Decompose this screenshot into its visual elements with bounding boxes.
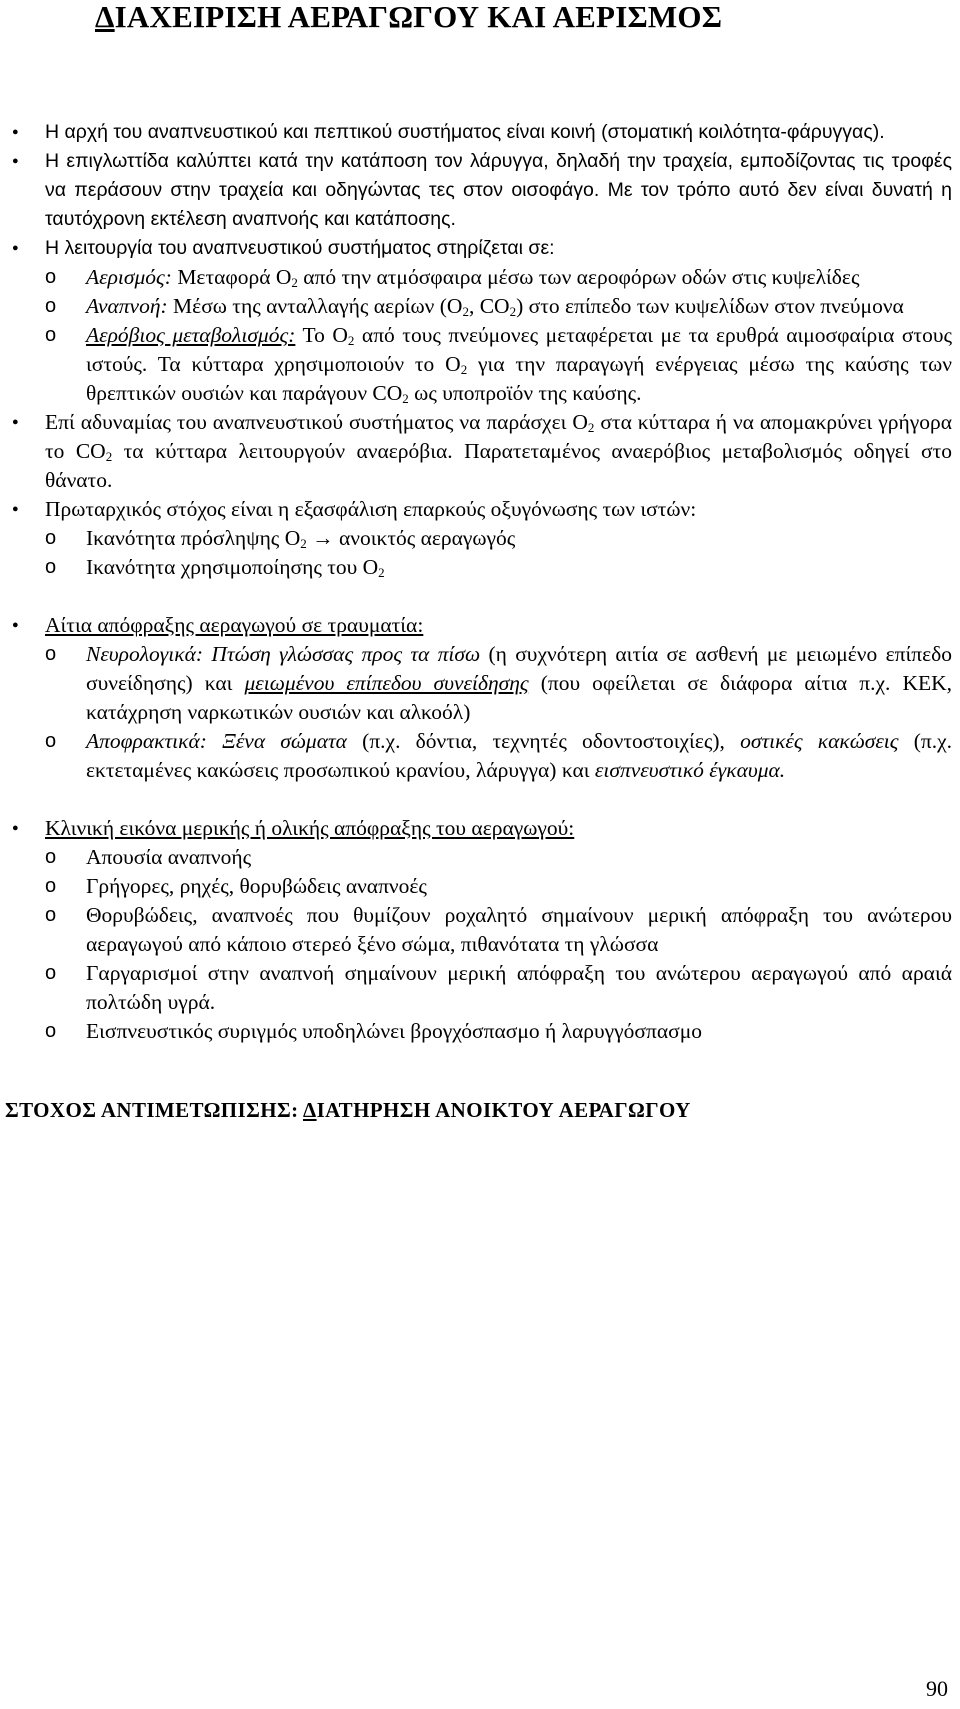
subitem-aerobic-metabolism: o Αερόβιος μεταβολισμός: Το $O_2$ από τους πνεύμονες μεταφέρεται με τα ερυθρά αιμοσφαίρια στους ιστούς. Τα κύτταρα χρησιμοποιούν το $O_2$ για την παραγωγή ενέργειας μέσω της καύσης των θρεπτικών ουσιών και παράγουν $CO_2$ ως υποπροϊόν της καύσης. (12, 321, 952, 408)
subitem-gurgling: o Γαργαρισμοί στην αναπνοή σημαίνουν μερική απόφραξη του ανώτερου αεραγωγού από αραιά πολτώδη υγρά. (12, 959, 952, 1017)
bullet-epiglottis: ● Η επιγλωττίδα καλύπτει κατά την κατάποση τον λάρυγγα, δηλαδή την τραχεία, εμποδίζοντας τις τροφές να περάσουν στην τραχεία και οδηγώντας τες στον οισοφάγο. Με τον τρόπο αυτό δεν είναι δυνατή η ταυτόχρονη εκτέλεση αναπνοής και κατάποσης. (12, 147, 952, 234)
bullet-respiratory-failure: ● Επί αδυναμίας του αναπνευστικού συστήματος να παράσχει $O_2$ στα κύτταρα ή να απομακρύνει γρήγορα το $CO_2$ τα κύτταρα λειτουργούν αναερόβια. Παρατεταμένος αναερόβιος μεταβολισμός οδηγεί στο θάνατο. (12, 408, 952, 495)
title-rest: ΙΑΧΕΙΡΙΣΗ ΑΕΡΑΓΩΓΟΥ ΚΑΙ ΑΕΡΙΣΜΟΣ (114, 0, 723, 34)
subitem-apnea: o Απουσία αναπνοής (12, 843, 952, 872)
subitem-neurological: o Νευρολογικά: Πτώση γλώσσας προς τα πίσω (η συχνότερη αιτία σε ασθενή με μειωμένο επίπεδο συνείδησης) και μειωμένου επίπεδου συνείδησης (που οφείλεται σε διάφορα αίτια π.χ. ΚΕΚ, κατάχρηση ναρκωτικών ουσιών και αλκοόλ) (12, 640, 952, 727)
title-prefix: Δ (95, 0, 115, 34)
document-body (5, 118, 953, 1125)
subitem-stridor: o Εισπνευστικός συριγμός υποδηλώνει βρογχόσπασμο ή λαρυγγόσπασμο (12, 1017, 952, 1046)
page-title (95, 0, 722, 34)
subitem-oxygen-use: o Ικανότητα χρησιμοποίησης του $O_2$ (12, 553, 952, 582)
treatment-goal: ΣΤΟΧΟΣ ΑΝΤΙΜΕΤΩΠΙΣΗΣ: ΔΙΑΤΗΡΗΣΗ ΑΝΟΙΚΤΟΥ ΑΕΡΑΓΩΓΟΥ (5, 1098, 691, 1122)
subitem-respiration: o Αναπνοή: Μέσω της ανταλλαγής αερίων ($O_2$, $CO_2$) στο επίπεδο των κυψελίδων στον πνεύμονα (12, 292, 952, 321)
arrow-icon: → (306, 526, 339, 550)
subitem-ventilation: o Αερισμός: Μεταφορά $O_2$ από την ατμόσφαιρα μέσω των αεροφόρων οδών στις κυψελίδες (12, 263, 952, 292)
subitem-rapid-breathing: o Γρήγορες, ρηχές, θορυβώδεις αναπνοές (12, 872, 952, 901)
subitem-obstructive: o Αποφρακτικά: Ξένα σώματα (π.χ. δόντια, τεχνητές οδοντοστοιχίες), οστικές κακώσεις (π.χ. εκτεταμένες κακώσεις προσωπικού κρανίου, λάρυγγα) και εισπνευστικό έγκαυμα. (12, 727, 952, 785)
bullet-shared-tract: ● Η αρχή του αναπνευστικού και πεπτικού συστήματος είναι κοινή (στοματική κοιλότητα-φάρυγγας). (12, 118, 952, 147)
bullet-respiratory-function: ● Η λειτουργία του αναπνευστικού συστήματος στηρίζεται σε: (12, 234, 952, 263)
heading-clinical-picture: ● Κλινική εικόνα μερικής ή ολικής απόφραξης του αεραγωγού: (12, 814, 952, 843)
heading-obstruction-causes: ● Αίτια απόφραξης αεραγωγού σε τραυματία: (12, 611, 952, 640)
bullet-primary-goal: ● Πρωταρχικός στόχος είναι η εξασφάλιση επαρκούς οξυγόνωσης των ιστών: (12, 495, 952, 524)
subitem-oxygen-intake: o Ικανότητα πρόσληψης $O_2 \to \alpha\nu o\iota\kappa\tau ό\varsigma$ αεραγωγός (12, 524, 952, 553)
page-number: 90 (926, 1676, 948, 1701)
subitem-snoring: o Θορυβώδεις, αναπνοές που θυμίζουν ροχαλητό σημαίνουν μερική απόφραξη του ανώτερου αεραγωγού από κάποιο στερεό ξένο σώμα, πιθανότατα τη γλώσσα (12, 901, 952, 959)
